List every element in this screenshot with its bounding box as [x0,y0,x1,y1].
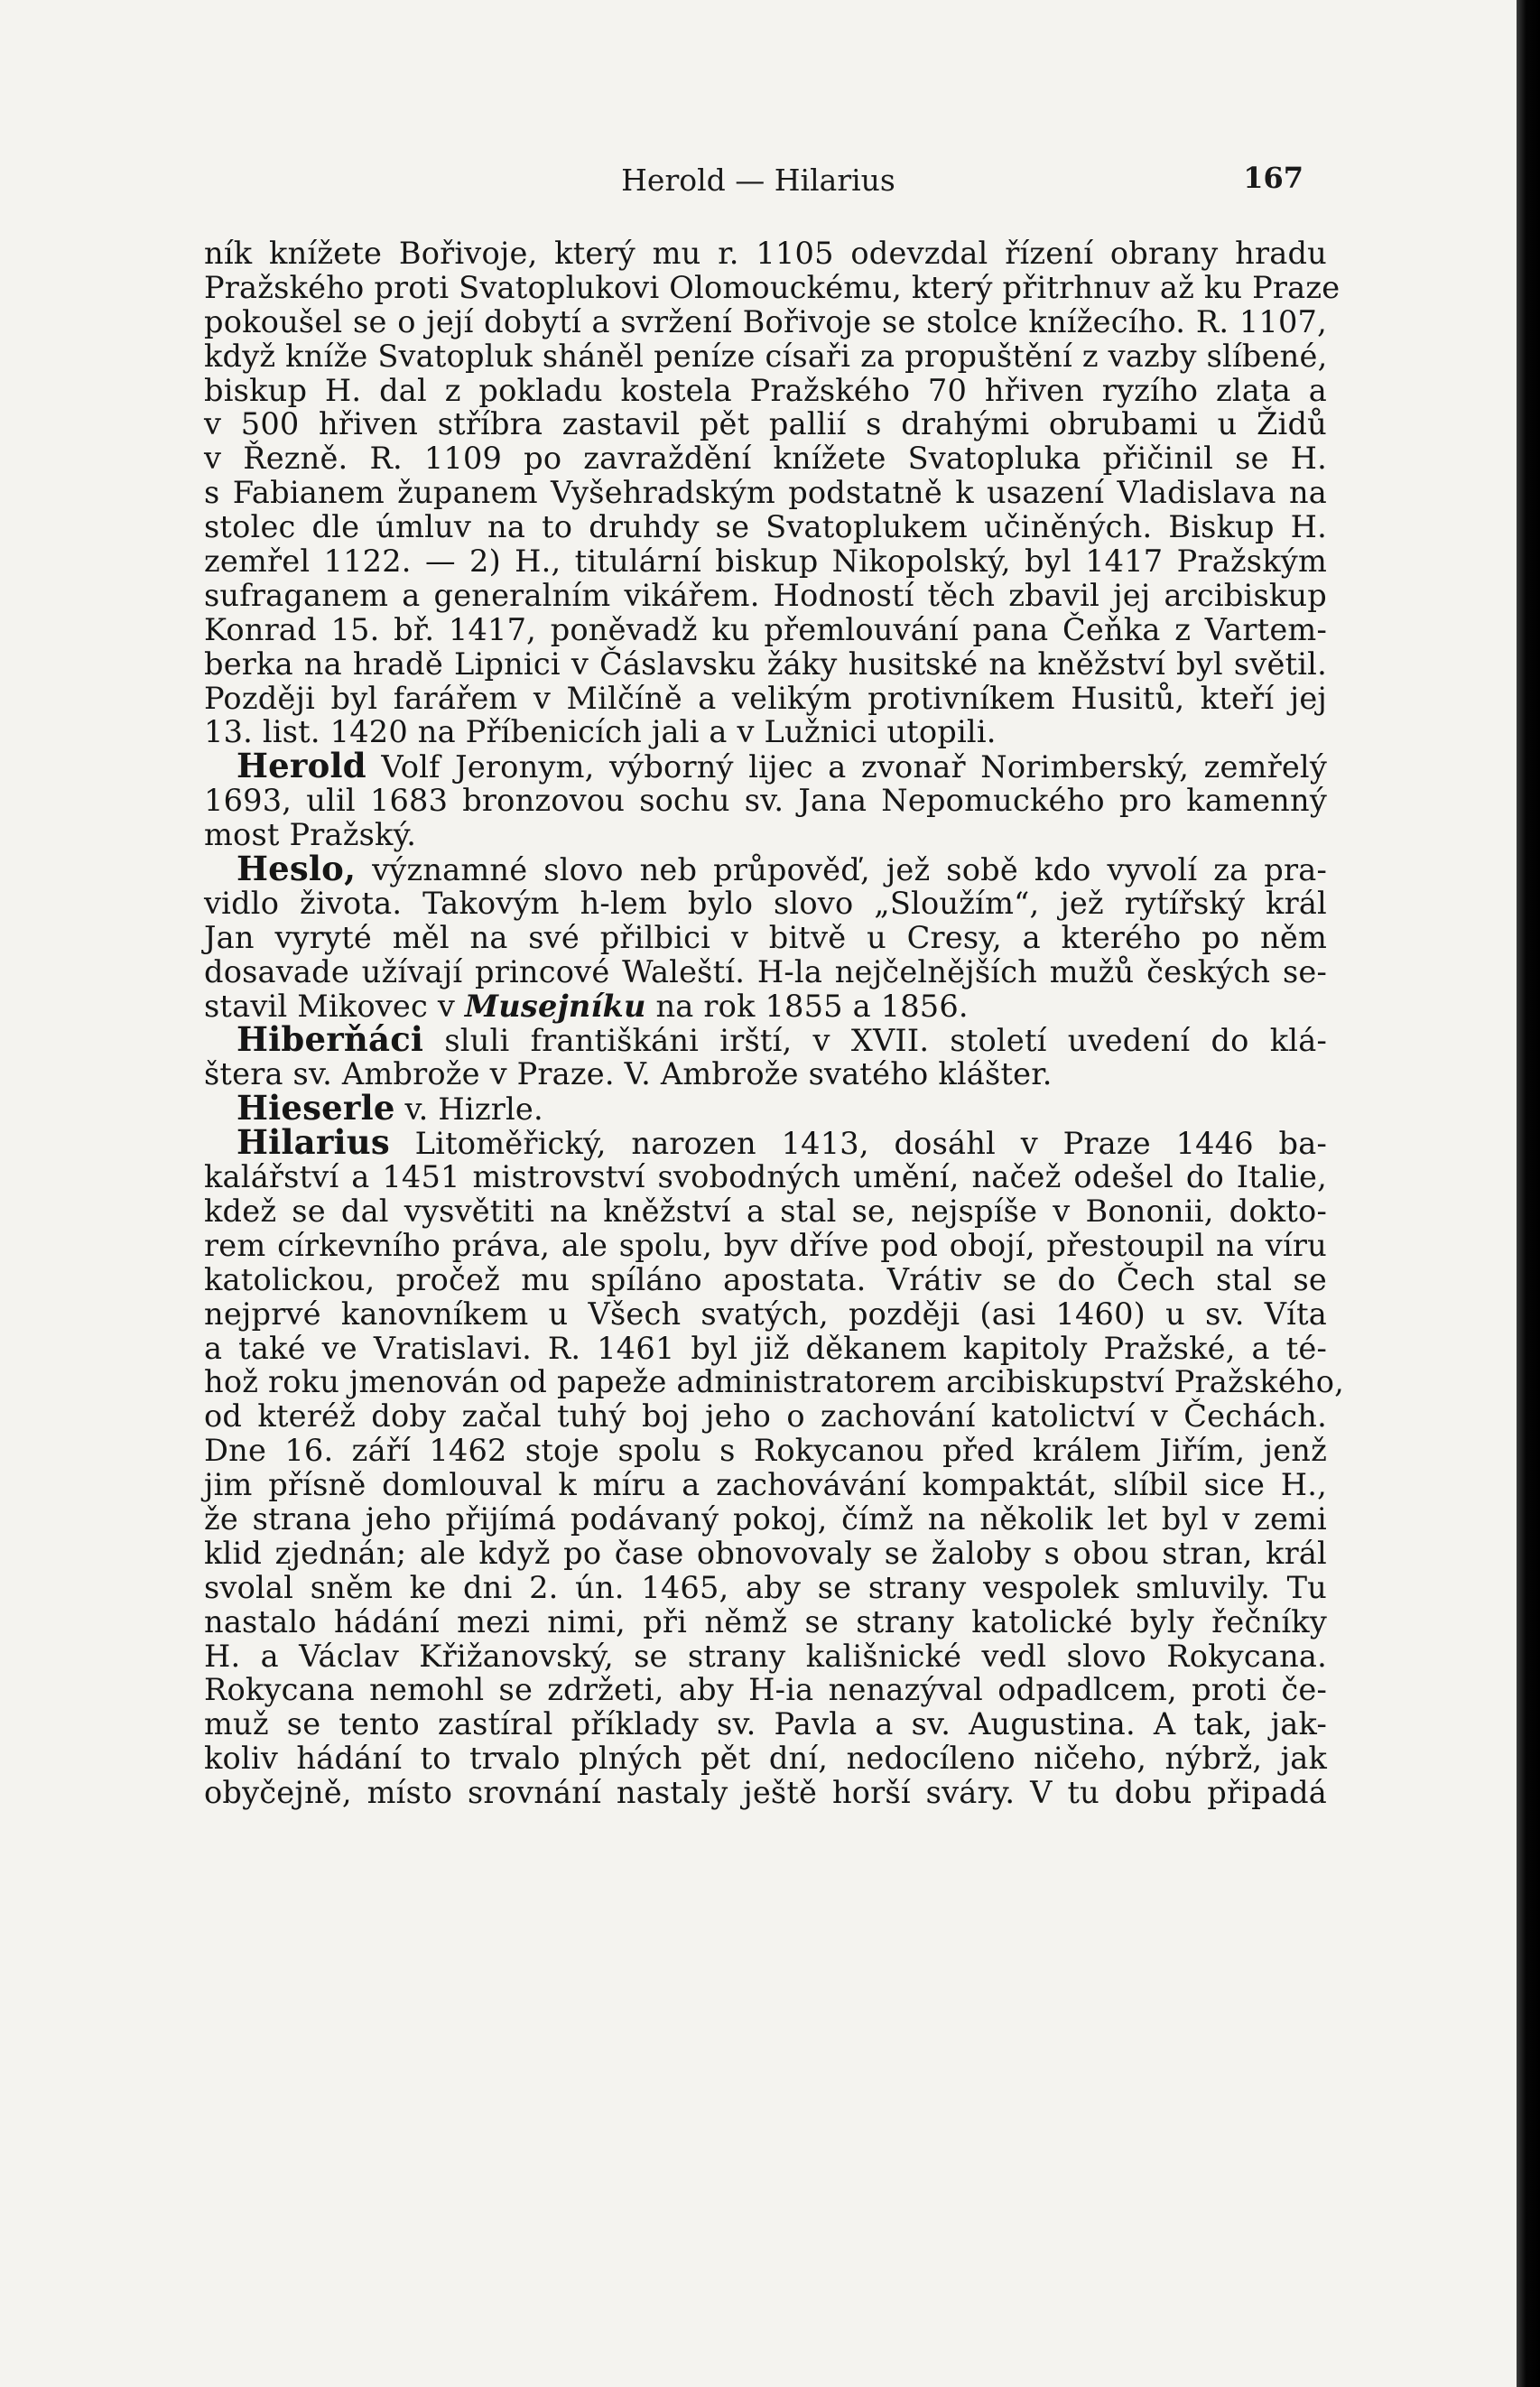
text-fragment: na rok 1855 a 1856. [645,988,969,1024]
headword-hibernaci: Hiberňáci [237,1019,424,1060]
text-line: pokoušel se o její dobytí a svržení Bořivoje se stolce knížecího. R. 1107, [204,303,1327,339]
text-line: když kníže Svatopluk sháněl peníze císaři za propuštění z vazby slíbené, [204,338,1328,374]
text-line: 1693, ulil 1683 bronzovou sochu sv. Jana Nepomuckého pro kamenný [204,783,1327,819]
text-line: v Řezně. R. 1109 po zavraždění knížete Svatopluka přičinil se H. [204,441,1327,477]
entry-text: Litoměřický, narozen 1413, dosáhl v Praze 1446 ba- [414,1126,1328,1162]
text-line: dosavade užívají princové Waleští. H-la nejčelnějších mužů českých se- [204,953,1327,989]
text-line: v 500 hřiven stříbra zastavil pět pallií s drahými obrubami u Židů [204,406,1327,442]
journal-title: Musejníku [464,987,646,1024]
text-line: sufraganem a generalním vikářem. Hodností těch zbavil jej arcibiskup [204,577,1327,613]
text-line: Rokycana nemohl se zdržeti, aby H-ia nenazýval odpadlcem, proti če- [204,1672,1327,1708]
dictionary-text [204,236,1345,1811]
text-line: Pražského proti Svatoplukovi Olomouckému, který přitrhnuv až ku Praze [204,269,1341,305]
text-line: Jan vyryté měl na své přilbici v bitvě u Cresy, a kterého po něm [204,919,1327,955]
text-line: nejprvé kanovníkem u Všech svatých, později (asi 1460) u sv. Víta [204,1296,1327,1332]
entry-herold-line [204,746,1328,786]
text-line: vidlo života. Takovým h-lem bylo slovo „Sloužím“, jež rytířský král [204,885,1327,921]
text-line: štera sv. Ambrože v Praze. V. Ambrože svatého klášter. [204,1056,1053,1092]
text-line: Dne 16. září 1462 stoje spolu s Rokycanou před králem Jiřím, jenž [204,1433,1327,1469]
entry-heslo-line [204,849,1327,889]
entry-hilarius-line [204,1122,1328,1163]
text-line: svolal sněm ke dni 2. ún. 1465, aby se strany vespolek smluvily. Tu [204,1569,1327,1605]
text-line: biskup H. dal z pokladu kostela Pražského 70 hřiven ryzího zlata a [204,372,1327,408]
page-number: 167 [1243,161,1303,195]
text-line: katolickou, pročež mu spíláno apostata. Vrátiv se do Čech stal se [204,1261,1327,1297]
text-line: že strana jeho přijímá podávaný pokoj, čímž na několik let byl v zemi [204,1500,1327,1537]
text-line: kdež se dal vysvětiti na kněžství a stal se, nejspíše v Bononii, dokto- [204,1193,1327,1229]
text-line: zemřel 1122. — 2) H., titulární biskup Nikopolský, byl 1417 Pražským [204,543,1327,580]
text-line: ník knížete Bořivoje, který mu r. 1105 odevzdal řízení obrany hradu [204,236,1327,271]
headword-herold: Herold [237,746,366,786]
text-line [204,989,1327,1024]
entry-hibernaci-line [204,1019,1328,1060]
text-line: kalářství a 1451 mistrovství svobodných umění, načež odešel do Italie, [204,1159,1327,1195]
text-line: stolec dle úmluv na to druhdy se Svatoplukem učiněných. Biskup H. [204,509,1327,545]
text-fragment: stavil Mikovec v [204,988,465,1024]
text-line: klid zjednán; ale když po čase obnovovaly se žaloby s obou stran, král [204,1535,1327,1571]
entry-hieserle-line [204,1088,1327,1128]
text-line: Později byl farářem v Milčíně a velikým protivníkem Husitů, kteří jej [204,680,1327,716]
text-line: H. a Václav Křižanovský, se strany kališnické vedl slovo Rokycana. [204,1638,1327,1674]
entry-text: v. Hizrle. [404,1091,543,1128]
text-line: jim přísně domlouval k míru a zachovávání kompaktát, slíbil sice H., [204,1467,1327,1503]
scan-border [1517,0,1540,2387]
text-line: s Fabianem županem Vyšehradským podstatně k usazení Vladislava na [204,475,1327,511]
headword-heslo: Heslo, [237,849,357,889]
headword-hilarius: Hilarius [237,1122,390,1163]
text-line: obyčejně, místo srovnání nastaly ještě horší sváry. V tu dobu připadá [204,1775,1327,1811]
text-line: 13. list. 1420 na Příbenicích jali a v Lužnici utopili. [204,714,997,750]
text-line: most Pražský. [204,817,417,853]
entry-text: Volf Jeronym, výborný lijec a zvonař Norimberský, zemřelý [381,749,1328,785]
running-head: Herold — Hilarius [621,163,895,198]
text-line: od kteréž doby začal tuhý boj jeho o zachování katolictví v Čechách. [204,1398,1327,1435]
entry-text: významné slovo neb průpověď, jež sobě kdo vyvolí za pra- [372,852,1327,888]
text-line: a také ve Vratislavi. R. 1461 byl již děkanem kapitoly Pražské, a té- [204,1330,1327,1366]
headword-hieserle: Hieserle [237,1088,395,1128]
text-line: berka na hradě Lipnici v Čáslavsku žáky husitské na kněžství byl světil. [204,646,1327,682]
text-line: hož roku jmenován od papeže administratorem arcibiskupství Pražského, [204,1364,1345,1400]
text-line: nastalo hádání mezi nimi, při němž se strany katolické byly řečníky [204,1603,1327,1639]
text-line: koliv hádání to trvalo plných pět dní, nedocíleno ničeho, nýbrž, jak [204,1741,1327,1777]
entry-text: sluli františkáni irští, v XVII. století uvedení do klá- [444,1023,1328,1059]
text-line: muž se tento zastíral příklady sv. Pavla a sv. Augustina. A tak, jak- [204,1706,1327,1742]
page-header [0,157,1517,202]
text-line: Konrad 15. bř. 1417, poněvadž ku přemlouvání pana Čeňka z Vartem- [204,611,1327,647]
text-line: rem církevního práva, ale spolu, byv dříve pod obojí, přestoupil na víru [204,1227,1327,1263]
